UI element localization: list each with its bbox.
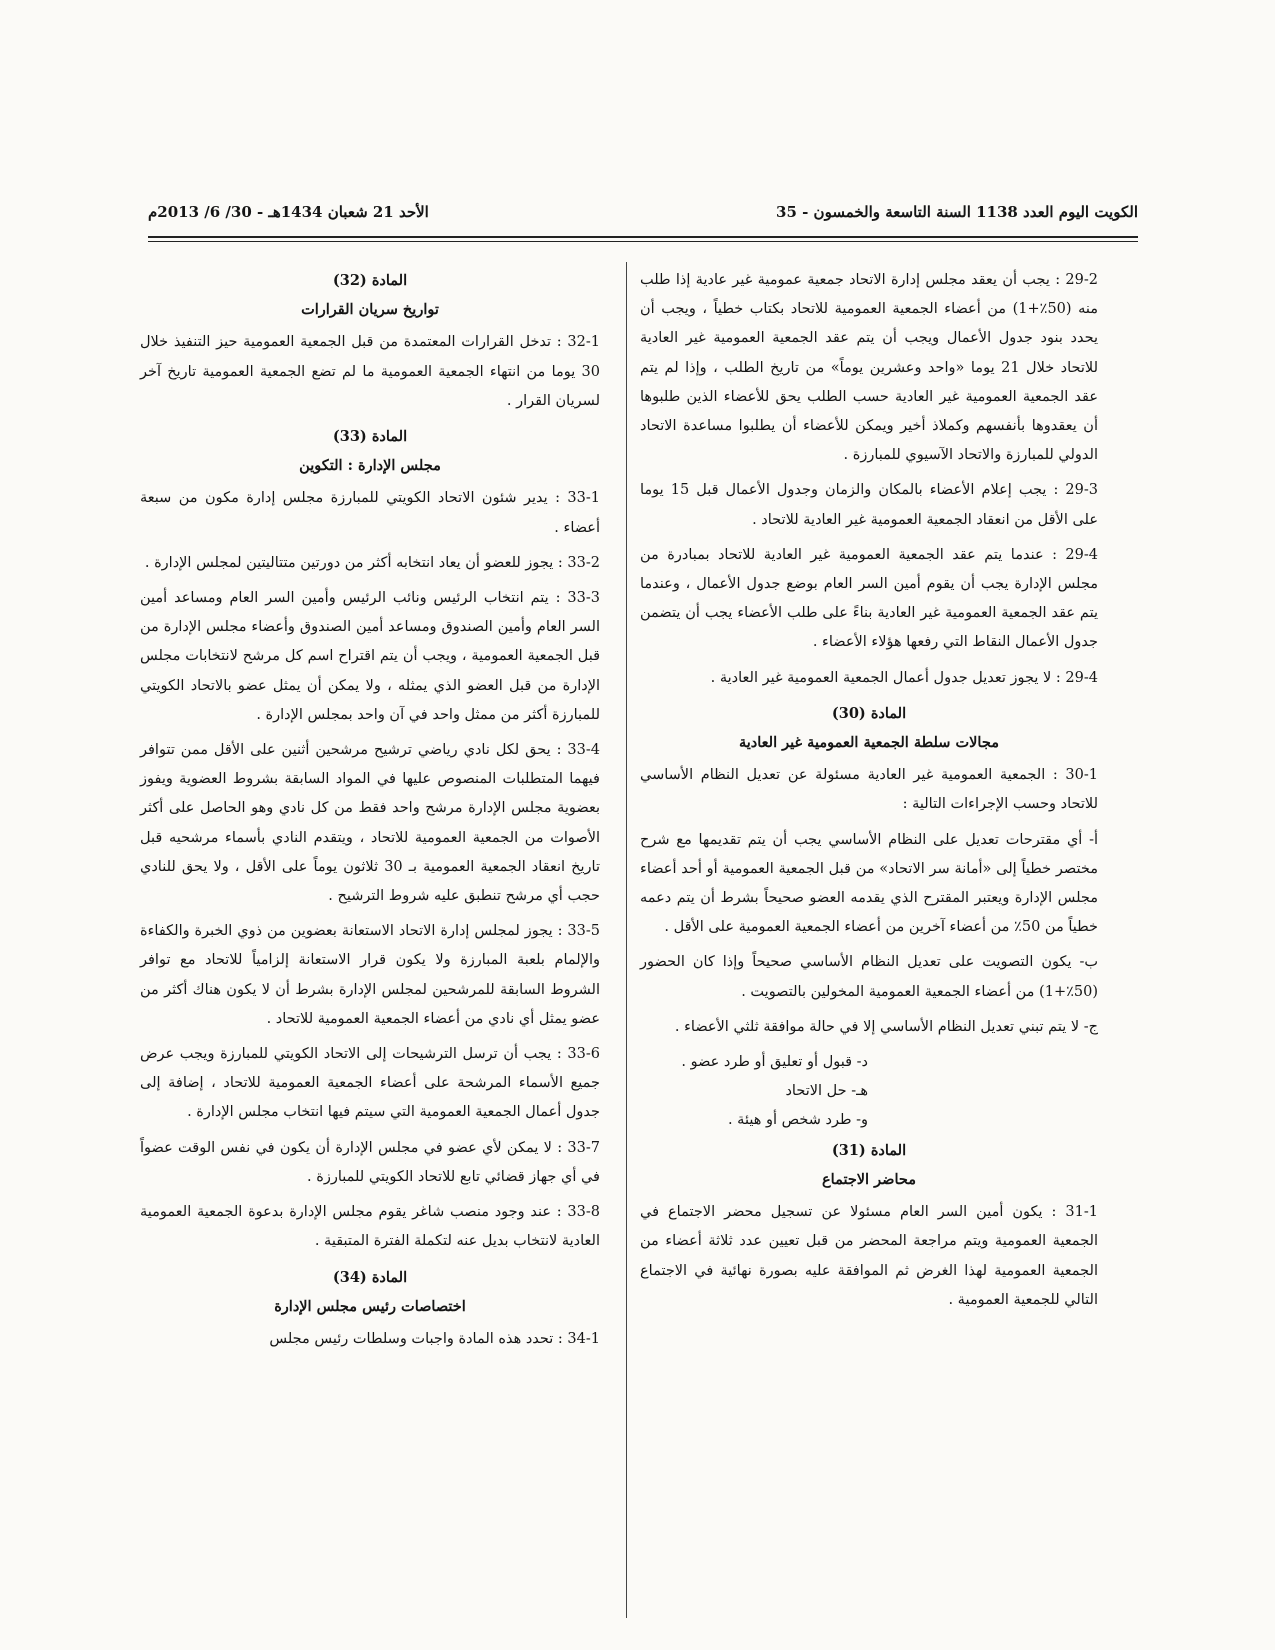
clause-paragraph: ج- لا يتم تبني تعديل النظام الأساسي إلا في حالة موافقة ثلثي الأعضاء . — [674, 1018, 1098, 1035]
clause-paragraph: 33-5 : يجوز لمجلس إدارة الاتحاد الاستعانة بعضوين من ذوي الخبرة والكفاءة والإلمام بلعبة المبارزة ولا يكون قرار الاستعانة إلزامياً للاتحاد مع توافر الشروط السابقة للمرشحين لمجلس الإدارة بشرط أن لا يكون هناك أكثر من عضو يمثل أي نادي من أعضاء الجمعية العمومية للاتحاد . — [140, 923, 600, 1027]
clause-paragraph: ب- يكون التصويت على تعديل النظام الأساسي صحيحاً وإذا كان الحضور (50٪+1) من أعضاء الجمعية العمومية المخولين بالتصويت . — [640, 954, 1098, 1000]
header-date: الأحد 21 شعبان 1434هـ - 30/ 6/ 2013م — [148, 203, 429, 221]
clause-paragraph: 29-4 : عندما يتم عقد الجمعية العمومية غير العادية للاتحاد بمبادرة من مجلس الإدارة يجب أن يقوم أمين السر العام بوضع جدول الأعمال ، وعندما يتم عقد الجمعية العمومية غير العادية بناءً على طلب الأعضاء يجب أن يتضمن جدول الأعمال النقاط التي رفعها هؤلاء الأعضاء . — [640, 546, 1098, 651]
right-column — [640, 266, 1098, 1321]
article-heading: تواريخ سريان القرارات — [301, 301, 439, 319]
column-divider — [626, 262, 627, 1618]
clause-paragraph: 33-6 : يجب أن ترسل الترشيحات إلى الاتحاد الكويتي للمبارزة ويجب عرض جميع الأسماء المرشحة على أعضاء الجمعية العمومية للاتحاد ، إضافة إلى جدول أعمال الجمعية العمومية التي سيتم فيها انتخاب مجلس الإدارة . — [140, 1046, 600, 1121]
clause-paragraph: 31-1 : يكون أمين السر العام مسئولا عن تسجيل محضر الاجتماع في الجمعية العمومية ويتم مراجعة المحضر من قبل تعيين عدد ثلاثة أعضاء من الجمعية العمومية لهذا الغرض ثم الموافقة عليه بصورة نهائية في الاجتماع التالي للجمعية العمومية . — [640, 1204, 1098, 1308]
clause-paragraph: 29-3 : يجب إعلام الأعضاء بالمكان والزمان وجدول الأعمال قبل 15 يوما على الأقل من انعقاد الجمعية العمومية غير العادية للاتحاد . — [640, 482, 1098, 528]
article-heading: محاضر الاجتماع — [822, 1170, 916, 1188]
article-number: المادة (32) — [332, 272, 408, 289]
clause-paragraph: 33-2 : يجوز للعضو أن يعاد انتخابه أكثر من دورتين متتاليتين لمجلس الإدارة . — [144, 554, 600, 571]
clause-paragraph: أ- أي مقترحات تعديل على النظام الأساسي يجب أن يتم تقديمها مع شرح مختصر خطياً إلى «أمانة سر الاتحاد» من قبل الجمعية العمومية أو أحد أعضاء مجلس الإدارة ويعتبر المقترح الذي يقدمه العضو صحيحاً بشرط أن يتم دعمه خطياً من 50٪ من أعضاء آخرين من أعضاء الجمعية العمومية على الأقل . — [640, 831, 1098, 936]
article-heading: مجالات سلطة الجمعية العمومية غير العادية — [739, 734, 999, 752]
clause-paragraph: 33-4 : يحق لكل نادي رياضي ترشيح مرشحين أثنين على الأقل ممن تتوافر فيهما المتطلبات المنصوص عليها في المواد السابقة بشروط العضوية ويفوز بعضوية مجلس الإدارة مرشح واحد فقط من كل نادي وهو الحاصل على أكثر الأصوات من الجمعية العمومية للاتحاد ، ويتقدم النادي بأسماء مرشحيه قبل تاريخ انعقاد الجمعية العمومية بـ 30 ثلاثون يوماً على الأقل ، ولا يحق للنادي حجب أي مرشح تنطبق عليه شروط الترشيح . — [140, 742, 601, 905]
list-item: د- قبول أو تعليق أو طرد عضو . — [681, 1054, 868, 1071]
article-number: المادة (33) — [332, 428, 408, 446]
article-heading: اختصاصات رئيس مجلس الإدارة — [274, 1297, 466, 1315]
left-column — [140, 266, 600, 1360]
clause-paragraph: 32-1 : تدخل القرارات المعتمدة من قبل الجمعية العمومية حيز التنفيذ خلال 30 يوما من انتهاء الجمعية العمومية ما لم تضع الجمعية العمومية تاريخ آخر لسريان القرار . — [140, 334, 600, 409]
page-header — [148, 203, 1138, 233]
header-issue-info: الكويت اليوم العدد 1138 السنة التاسعة والخمسون - 35 — [776, 203, 1138, 221]
list-item: و- طرد شخص أو هيئة . — [727, 1112, 868, 1129]
article-number: المادة (34) — [332, 1268, 408, 1286]
clause-paragraph: 33-3 : يتم انتخاب الرئيس ونائب الرئيس وأمين السر العام ومساعد أمين السر العام وأمين الصندوق ومساعد أمين الصندوق وأعضاء مجلس الإدارة من قبل الجمعية العمومية ، ويجب أن يتم اقتراح اسم كل مرشح لانتخابات مجلس الإدارة من قبل العضو الذي يمثله ، ولا يمكن أن يمثل عضو بالاتحاد الكويتي للمبارزة أكثر من ممثل واحد في آن واحد بمجلس الإدارة . — [140, 590, 600, 723]
clause-paragraph: 34-1 : تحدد هذه المادة واجبات وسلطات رئيس مجلس — [269, 1330, 600, 1347]
clause-paragraph: 33-8 : عند وجود منصب شاغر يقوم مجلس الإدارة بدعوة الجمعية العمومية العادية لانتخاب بديل عنه لتكملة الفترة المتبقية . — [140, 1204, 600, 1250]
article-heading: مجلس الإدارة : التكوين — [299, 457, 441, 475]
article-number: المادة (31) — [831, 1141, 907, 1159]
clause-paragraph: 29-4 : لا يجوز تعديل جدول أعمال الجمعية العمومية غير العادية . — [710, 669, 1098, 686]
clause-paragraph: 30-1 : الجمعية العمومية غير العادية مسئولة عن تعديل النظام الأساسي للاتحاد وحسب الإجراءات التالية : — [640, 767, 1098, 813]
article-number: المادة (30) — [831, 704, 907, 722]
clause-paragraph: 29-2 : يجب أن يعقد مجلس إدارة الاتحاد جمعية عمومية غير عادية إذا طلب منه (50٪+1) من أعضاء الجمعية العمومية للاتحاد بكتاب خطياً ، ويجب أن يحدد بنود جدول الأعمال ويجب أن يتم عقد الجمعية العمومية غير العادية للاتحاد خلال 21 يوما «واحد وعشرين يوماً» من تاريخ الطلب ، وإذا لم يتم عقد الجمعية العمومية غير العادية حسب الطلب يحق للأعضاء الذين طلبوها أن يعقدوها بأنفسهم وكملاذ أخير ويمكن للأعضاء أن يطلبوا مساعدة الاتحاد الدولي للمبارزة والاتحاد الآسيوي للمبارزة . — [640, 272, 1098, 464]
clause-paragraph: 33-1 : يدير شئون الاتحاد الكويتي للمبارزة مجلس إدارة مكون من سبعة أعضاء . — [140, 490, 600, 536]
header-rule-thin — [148, 241, 1138, 242]
list-item: هـ- حل الاتحاد — [785, 1083, 868, 1100]
header-rule-thick — [148, 236, 1138, 238]
clause-paragraph: 33-7 : لا يمكن لأي عضو في مجلس الإدارة أن يكون في نفس الوقت عضواً في أي جهاز قضائي تابع للاتحاد الكويتي للمبارزة . — [140, 1139, 600, 1185]
